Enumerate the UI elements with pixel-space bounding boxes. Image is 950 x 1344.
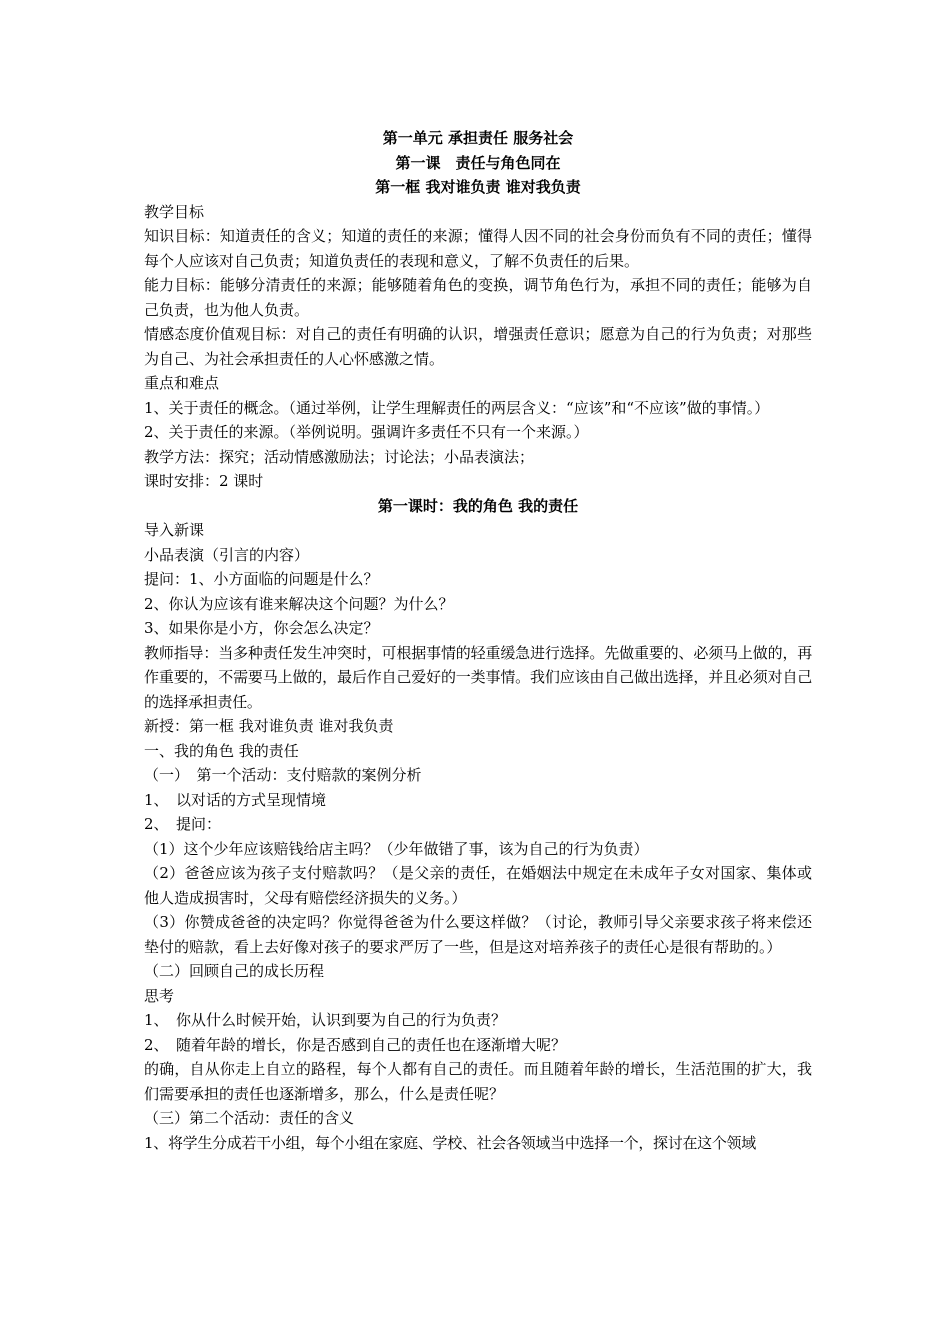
think-heading: 思考 <box>144 986 175 1005</box>
emotion-goal: 情感态度价值观目标：对自己的责任有明确的认识，增强责任意识；愿意为自己的行为负责；对那些为自己、为社会承担责任的人心怀感激之情。 <box>144 325 812 368</box>
think-conclusion: 的确，自从你走上自立的路程，每个人都有自己的责任。而且随着年龄的增长，生活范围的扩大，我们需要承担的责任也逐渐增多，那么，什么是责任呢？ <box>144 1060 812 1103</box>
unit-title: 第一单元 承担责任 服务社会 <box>382 129 574 147</box>
key-points-heading: 重点和难点 <box>144 374 220 392</box>
period-title: 第一课时：我的角色 我的责任 <box>377 496 579 515</box>
activity-1-question-2: （2）爸爸应该为孩子支付赔款吗？（是父亲的责任，在婚姻法中规定在未成年子女对国家、集体或他人造成损害时，父母有赔偿经济损失的义务。） <box>144 864 812 907</box>
ability-goal: 能力目标：能够分清责任的来源；能够随着角色的变换，调节角色行为，承担不同的责任；能够为自己负责，也为他人负责。 <box>144 276 812 319</box>
teacher-guidance: 教师指导：当多种责任发生冲突时，可根据事情的轻重缓急进行选择。先做重要的、必须马上做的，再作重要的，不需要马上做的，最后作自己爱好的一类事情。我们应该由自己做出选择，并且必须对自己的选择承担责任。 <box>144 643 812 711</box>
document-page <box>144 126 812 1155</box>
intro-question-2: 2、你认为应该有谁来解决这个问题？为什么？ <box>144 594 454 613</box>
frame-title: 第一框 我对谁负责 谁对我负责 <box>375 178 581 196</box>
activity-2-heading: （二）回顾自己的成长历程 <box>144 962 325 980</box>
new-lesson-heading: 新授：第一框 我对谁负责 谁对我负责 <box>144 717 394 735</box>
think-question-1: 1、 你从什么时候开始，认识到要为自己的行为负责？ <box>144 1011 507 1029</box>
lesson-title: 第一课 责任与角色同在 <box>395 153 561 172</box>
activity-3-step-1: 1、将学生分成若干小组，每个小组在家庭、学校、社会各领域当中选择一个，探讨在这个领域 <box>144 1133 756 1152</box>
schedule: 课时安排：2 课时 <box>144 472 264 490</box>
intro-question-1: 提问：1、小方面临的问题是什么？ <box>144 570 379 588</box>
activity-1-heading: （一） 第一个活动：支付赔款的案例分析 <box>144 766 422 784</box>
teaching-method: 教学方法：探究；活动情感激励法；讨论法；小品表演法； <box>144 447 535 466</box>
think-question-2: 2、 随着年龄的增长，你是否感到自己的责任也在逐渐增大呢？ <box>144 1035 567 1054</box>
knowledge-goal: 知识目标：知道责任的含义；知道的责任的来源；懂得人因不同的社会身份而负有不同的责任；懂得每个人应该对自己负责；知道负责任的表现和意义，了解不负责任的后果。 <box>144 227 812 270</box>
intro-skit: 小品表演（引言的内容） <box>144 545 310 564</box>
activity-3-heading: （三）第二个活动：责任的含义 <box>144 1109 355 1127</box>
section-1-heading: 一、我的角色 我的责任 <box>144 741 299 760</box>
activity-1-step-1: 1、 以对话的方式呈现情境 <box>144 790 327 809</box>
activity-1-question-3: （3）你赞成爸爸的决定吗？你觉得爸爸为什么要这样做？（讨论，教师引导父亲要求孩子将来偿还垫付的赔款，看上去好像对孩子的要求严厉了一些，但是这对培养孩子的责任心是很有帮助的。） <box>144 913 812 956</box>
activity-1-step-2: 2、 提问： <box>144 815 222 833</box>
goals-heading: 教学目标 <box>144 202 205 221</box>
key-point-2: 2、关于责任的来源。（举例说明。强调许多责任不只有一个来源。） <box>144 423 589 441</box>
intro-heading: 导入新课 <box>144 521 205 539</box>
activity-1-question-1: （1）这个少年应该赔钱给店主吗？（少年做错了事，该为自己的行为负责） <box>144 839 649 858</box>
intro-question-3: 3、如果你是小方，你会怎么决定？ <box>144 619 379 637</box>
key-point-1: 1、关于责任的概念。（通过举例，让学生理解责任的两层含义：“应该”和“不应该”做的事情。） <box>144 398 770 417</box>
